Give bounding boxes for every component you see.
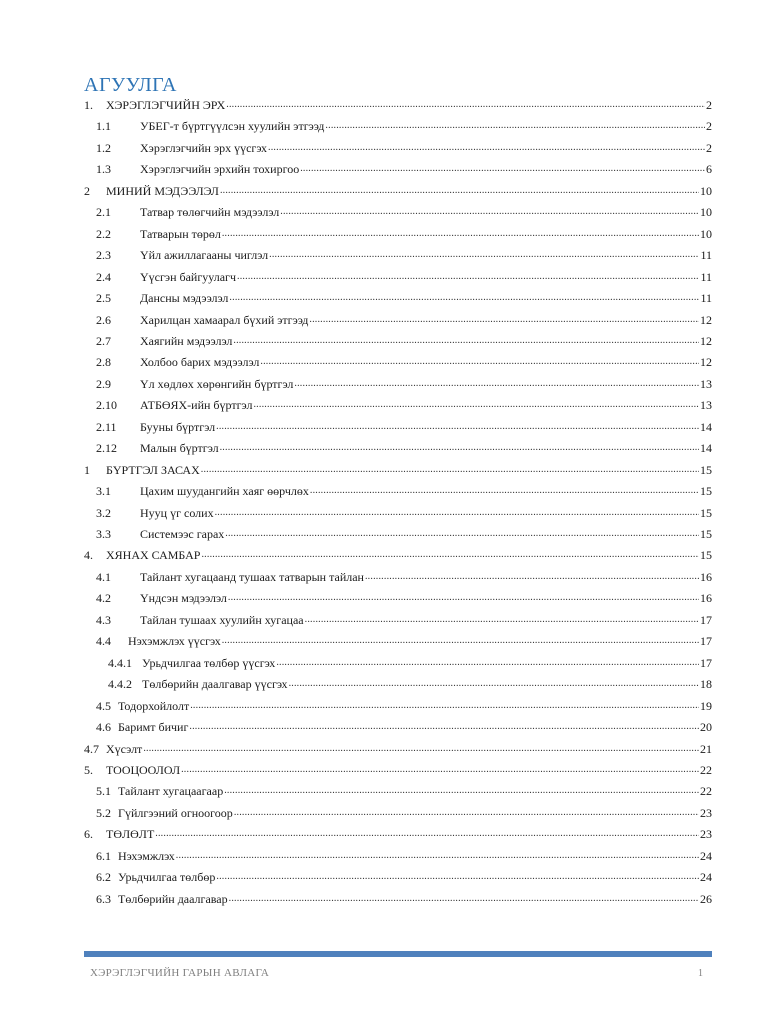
toc-dot-leader [365,570,699,584]
toc-entry-number: 2.5 [96,291,111,306]
toc-entry-title: ТООЦООЛОЛ [106,762,181,777]
toc-entry[interactable] [108,654,712,670]
toc-entry-title: УБЕГ-т бүртгүүлсэн хуулийн этгээд [140,119,325,134]
toc-entry-title: Системээс гарах [140,527,225,541]
toc-entry-number: 2.7 [96,333,111,348]
toc-entry-number: 1 [84,462,90,477]
toc-entry-title: Хүсэлт [106,741,143,756]
toc-entry-number: 4.7 [84,741,99,756]
toc-entry[interactable] [96,117,712,133]
toc-entry[interactable] [96,375,712,391]
toc-entry[interactable] [96,418,712,434]
toc-entry[interactable] [108,675,712,691]
footer-text: ХЭРЭГЛЭГЧИЙН ГАРЫН АВЛАГА [90,967,270,979]
toc-entry-page: 17 [700,634,712,649]
toc-entry-number: 1.3 [96,162,111,177]
toc-entry[interactable] [84,546,712,562]
toc-entry[interactable] [96,890,712,906]
toc-entry-number: 2.10 [96,398,117,413]
toc-entry-number: 2.8 [96,355,111,370]
toc-dot-leader [220,441,699,455]
toc-entry-page: 11 [700,291,712,306]
toc-dot-leader [216,870,699,884]
toc-entry-title: БҮРТГЭЛ ЗАСАХ [106,462,200,477]
toc-dot-leader [201,463,699,477]
toc-entry-page: 21 [700,741,712,756]
toc-entry-title: Урьдчилгаа төлбөр [118,870,216,885]
toc-entry-number: 5.2 [96,805,111,820]
toc-entry[interactable] [96,396,712,412]
toc-dot-leader [201,548,699,562]
toc-entry-page: 22 [700,784,712,799]
toc-entry-number: 6.1 [96,848,111,863]
toc-entry-title: АТБӨЯХ-ийн бүртгэл [140,398,253,413]
toc-entry[interactable] [96,632,712,648]
toc-dot-leader [216,420,699,434]
toc-entry-number: 4.3 [96,612,111,627]
footer-divider [84,951,712,957]
toc-entry[interactable] [84,761,712,777]
toc-entry-title: Цахим шуудангийн хаяг өөрчлөх [140,484,309,499]
toc-entry-number: 6.3 [96,891,111,906]
toc-dot-leader [305,613,699,627]
toc-entry-page: 15 [700,548,712,563]
toc-dot-leader [225,527,699,541]
toc-entry-number: 4. [84,548,93,563]
toc-entry-number: 2.4 [96,269,111,284]
toc-entry-title: Урьдчилгаа төлбөр үүсгэх [142,655,276,670]
toc-entry[interactable] [96,139,712,155]
toc-dot-leader [176,849,699,863]
toc-entry-title: Хэрэглэгчийн эрх үүсгэх [140,140,268,155]
toc-entry[interactable] [96,353,712,369]
toc-dot-leader [268,141,705,155]
toc-entry-title: Тодорхойлолт [118,698,190,713]
toc-entry-page: 18 [700,677,712,692]
toc-dot-leader [143,742,699,756]
toc-entry[interactable] [96,847,712,863]
toc-dot-leader [269,248,699,262]
toc-entry-page: 15 [700,505,712,520]
toc-entry-page: 15 [700,462,712,477]
toc-dot-leader [222,634,699,648]
toc-entry-number: 6. [84,827,93,842]
toc-entry-title: Нэхэмжлэх үүсгэх [128,634,221,649]
toc-entry-title: Хаягийн мэдээлэл [140,333,233,348]
toc-dot-leader [234,806,699,820]
toc-entry-page: 14 [700,441,712,456]
toc-entry-page: 12 [700,355,712,370]
toc-dot-leader [233,334,699,348]
toc-entry-number: 2.9 [96,376,111,391]
toc-entry[interactable] [96,611,712,627]
toc-entry-number: 2.1 [96,205,111,220]
toc-dot-leader [220,184,699,198]
toc-entry-page: 14 [700,419,712,434]
toc-dot-leader [289,677,699,691]
toc-entry-number: 1.2 [96,140,111,155]
toc-entry-title: МИНИЙ МЭДЭЭЛЭЛ [106,183,219,198]
toc-dot-leader [229,892,699,906]
toc-entry-page: 12 [700,312,712,327]
toc-entry[interactable] [96,203,712,219]
toc-entry[interactable] [96,782,712,798]
toc-entry-title: Тайлант хугацаанд тушаах татварын тайлан [140,569,364,584]
toc-entry[interactable] [96,246,712,262]
toc-entry[interactable] [96,225,712,241]
toc-entry-title: Харилцан хамаарал бүхий этгээд [140,312,309,327]
toc-entry-number: 4.5 [96,698,111,713]
toc-entry-title: Төлбөрийн даалгавар үүсгэх [142,677,288,692]
toc-entry[interactable] [96,482,712,498]
footer-page-number: 1 [698,968,703,979]
toc-entry-page: 23 [700,827,712,842]
toc-entry-title: Бууны бүртгэл [140,419,216,434]
toc-entry-page: 13 [700,376,712,391]
toc-entry-title: Нэхэмжлэх [118,848,175,863]
toc-entry-page: 10 [700,205,712,220]
toc-entry[interactable] [84,182,712,198]
toc-entry[interactable] [96,311,712,327]
toc-entry-number: 1. [84,98,93,112]
toc-dot-leader [226,98,705,112]
toc-entry-page: 10 [700,183,712,198]
toc-dot-leader [310,484,699,498]
toc-entry-page: 12 [700,333,712,348]
toc-dot-leader [300,162,705,176]
toc-entry-title: ТӨЛӨЛТ [106,827,155,842]
toc-entry-page: 15 [700,527,712,541]
toc-dot-leader [280,205,699,219]
toc-entry-page: 23 [700,805,712,820]
toc-dot-leader [325,119,705,133]
toc-dot-leader [253,398,699,412]
toc-entry-number: 4.4.1 [108,655,132,670]
toc-dot-leader [309,313,699,327]
toc-entry-number: 4.4.2 [108,677,132,692]
toc-entry-number: 3.2 [96,505,111,520]
toc-entry-number: 4.1 [96,569,111,584]
toc-entry-number: 2 [84,183,90,198]
toc-entry-page: 17 [700,612,712,627]
toc-entry-number: 2.6 [96,312,111,327]
toc-entry-number: 2.2 [96,226,111,241]
toc-dot-leader [155,827,699,841]
toc-entry-page: 11 [700,269,712,284]
toc-entry[interactable] [84,740,712,756]
toc-entry[interactable] [96,568,712,584]
toc-dot-leader [189,720,699,734]
toc-entry-number: 4.6 [96,720,111,735]
toc-entry-title: Баримт бичиг [118,720,189,735]
toc-entry-number: 2.3 [96,248,111,263]
toc-dot-leader [276,656,699,670]
toc-entry-title: Үл хөдлөх хөрөнгийн бүртгэл [140,376,294,391]
toc-entry[interactable] [96,804,712,820]
toc-entry-title: Гүйлгээний огноогоор [118,805,233,820]
toc-entry-title: Татвар төлөгчийн мэдээлэл [140,205,280,220]
toc-entry[interactable] [96,504,712,520]
toc-entry-title: Малын бүртгэл [140,441,219,456]
toc-entry-title: Холбоо барих мэдээлэл [140,355,260,370]
toc-entry[interactable] [96,332,712,348]
toc-dot-leader [229,291,699,305]
toc-dot-leader [294,377,699,391]
toc-entry-number: 4.4 [96,634,111,649]
toc-entry-title: Төлбөрийн даалгавар [118,891,228,906]
toc-entry-page: 15 [700,484,712,499]
toc-entry-page: 11 [700,248,712,263]
toc-entry[interactable] [84,825,712,841]
toc-entry-number: 4.2 [96,591,111,606]
toc-dot-leader [215,506,699,520]
toc-entry-title: ХЭРЭГЛЭГЧИЙН ЭРХ [106,98,226,112]
toc-entry-title: Нууц үг солих [140,505,214,520]
toc-entry-page: 20 [700,720,712,735]
toc-entry-page: 10 [700,226,712,241]
toc-entry-page: 22 [700,762,712,777]
toc-entry-title: Үндсэн мэдээлэл [140,591,227,606]
document-title: АГУУЛГА [84,74,177,96]
toc-entry-page: 13 [700,398,712,413]
toc-entry-title: Тайлант хугацаагаар [118,784,224,799]
toc-dot-leader [224,784,699,798]
toc-entry-number: 5. [84,762,93,777]
toc-entry-number: 1.1 [96,119,111,134]
toc-dot-leader [260,355,699,369]
toc-entry-title: ХЯНАХ САМБАР [106,548,201,563]
toc-dot-leader [237,270,699,284]
toc-entry-page: 24 [700,870,712,885]
toc-entry-page: 16 [700,569,712,584]
toc-entry-page: 2 [706,119,712,134]
toc-entry-page: 26 [700,891,712,906]
toc-entry-number: 2.12 [96,441,117,456]
toc-entry-page: 2 [706,140,712,155]
toc-entry-page: 24 [700,848,712,863]
toc-entry-number: 3.3 [96,527,111,541]
toc-entry[interactable] [96,868,712,884]
toc-entry[interactable] [96,289,712,305]
toc-entry-page: 19 [700,698,712,713]
toc-entry[interactable] [96,160,712,176]
toc-entry-page: 16 [700,591,712,606]
toc-dot-leader [190,699,699,713]
toc-entry-number: 3.1 [96,484,111,499]
toc-entry-title: Татварын төрөл [140,226,221,241]
toc-dot-leader [181,763,699,777]
toc-entry-page: 2 [706,98,712,112]
toc-entry-title: Дансны мэдээлэл [140,291,229,306]
toc-entry-title: Тайлан тушаах хуулийн хугацаа [140,612,304,627]
toc-entry[interactable] [96,589,712,605]
toc-entry-number: 2.11 [96,419,117,434]
toc-entry-page: 6 [706,162,712,177]
toc-entry-title: Үүсгэн байгуулагч [140,269,237,284]
toc-entry[interactable] [96,697,712,713]
toc-entry[interactable] [96,718,712,734]
toc-entry[interactable] [96,525,712,541]
toc-dot-leader [222,227,699,241]
toc-entry-title: Үйл ажиллагааны чиглэл [140,248,269,263]
toc-entry-title: Хэрэглэгчийн эрхийн тохиргоо [140,162,300,177]
toc-entry-page: 17 [700,655,712,670]
toc-dot-leader [228,591,699,605]
toc-entry-number: 5.1 [96,784,111,799]
toc-entry[interactable] [96,439,712,455]
toc-entry-number: 6.2 [96,870,111,885]
toc-entry[interactable] [84,461,712,477]
toc-entry[interactable] [84,96,712,112]
toc-entry[interactable] [96,268,712,284]
